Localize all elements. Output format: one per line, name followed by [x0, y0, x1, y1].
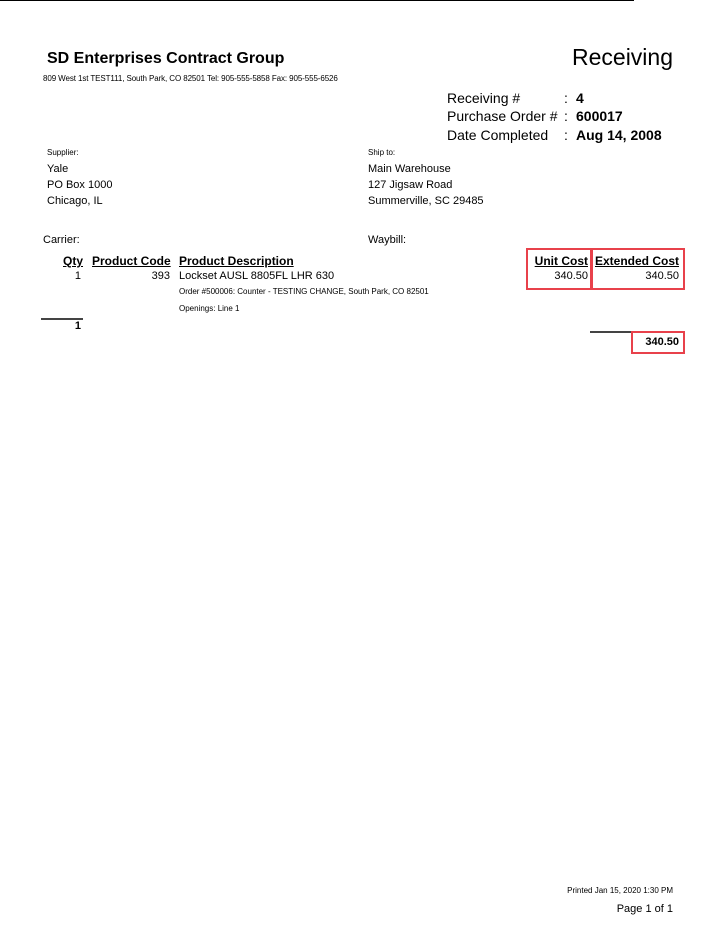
supplier-line: Yale — [47, 163, 69, 175]
document-title: Receiving — [572, 44, 673, 70]
company-name: SD Enterprises Contract Group — [47, 50, 285, 67]
row-unit-cost: 340.50 — [554, 270, 588, 282]
column-header-unit-cost: Unit Cost — [534, 254, 588, 268]
purchase-order-colon: : — [564, 108, 568, 124]
supplier-label: Supplier: — [47, 148, 79, 157]
receiving-number-value: 4 — [576, 90, 584, 106]
company-address: 809 West 1st TEST111, South Park, CO 82501 Tel: 905-555-5858 Fax: 905-555-6526 — [43, 74, 338, 83]
receiving-number-label: Receiving # — [447, 90, 521, 106]
unit-cost-highlight-box — [526, 248, 592, 290]
column-header-product-description: Product Description — [179, 254, 294, 268]
ship-to-line: 127 Jigsaw Road — [368, 179, 453, 191]
row-order-line: Order #500006: Counter - TESTING CHANGE, South Park, CO 82501 — [179, 287, 429, 296]
row-extended-cost: 340.50 — [645, 270, 679, 282]
row-product-description: Lockset AUSL 8805FL LHR 630 — [179, 270, 335, 282]
row-qty: 1 — [74, 270, 81, 282]
carrier-label: Carrier: — [43, 234, 80, 246]
date-completed-label: Date Completed — [447, 127, 549, 143]
column-header-product-code: Product Code — [92, 254, 171, 268]
row-openings: Openings: Line 1 — [179, 304, 240, 313]
column-header-qty: Qty — [63, 254, 84, 268]
total-highlight-box — [631, 331, 685, 354]
extended-cost-highlight-box — [591, 248, 685, 290]
header-rule — [0, 0, 634, 1]
printed-timestamp: Printed Jan 15, 2020 1:30 PM — [567, 886, 673, 895]
page-number: Page 1 of 1 — [616, 903, 673, 915]
date-completed-colon: : — [564, 127, 568, 143]
ship-to-label: Ship to: — [368, 148, 396, 157]
supplier-line: Chicago, IL — [47, 195, 103, 207]
column-header-extended-cost: Extended Cost — [594, 254, 679, 268]
receiving-number-colon: : — [564, 90, 568, 106]
supplier-line: PO Box 1000 — [47, 179, 113, 191]
purchase-order-value: 600017 — [576, 108, 623, 124]
waybill-label: Waybill: — [368, 234, 407, 246]
ship-to-line: Summerville, SC 29485 — [368, 195, 484, 207]
purchase-order-label: Purchase Order # — [447, 108, 558, 124]
total-extended-cost: 340.50 — [645, 336, 679, 348]
total-qty: 1 — [74, 320, 81, 332]
row-product-code: 393 — [151, 270, 170, 282]
ship-to-line: Main Warehouse — [368, 163, 451, 175]
date-completed-value: Aug 14, 2008 — [576, 127, 662, 143]
